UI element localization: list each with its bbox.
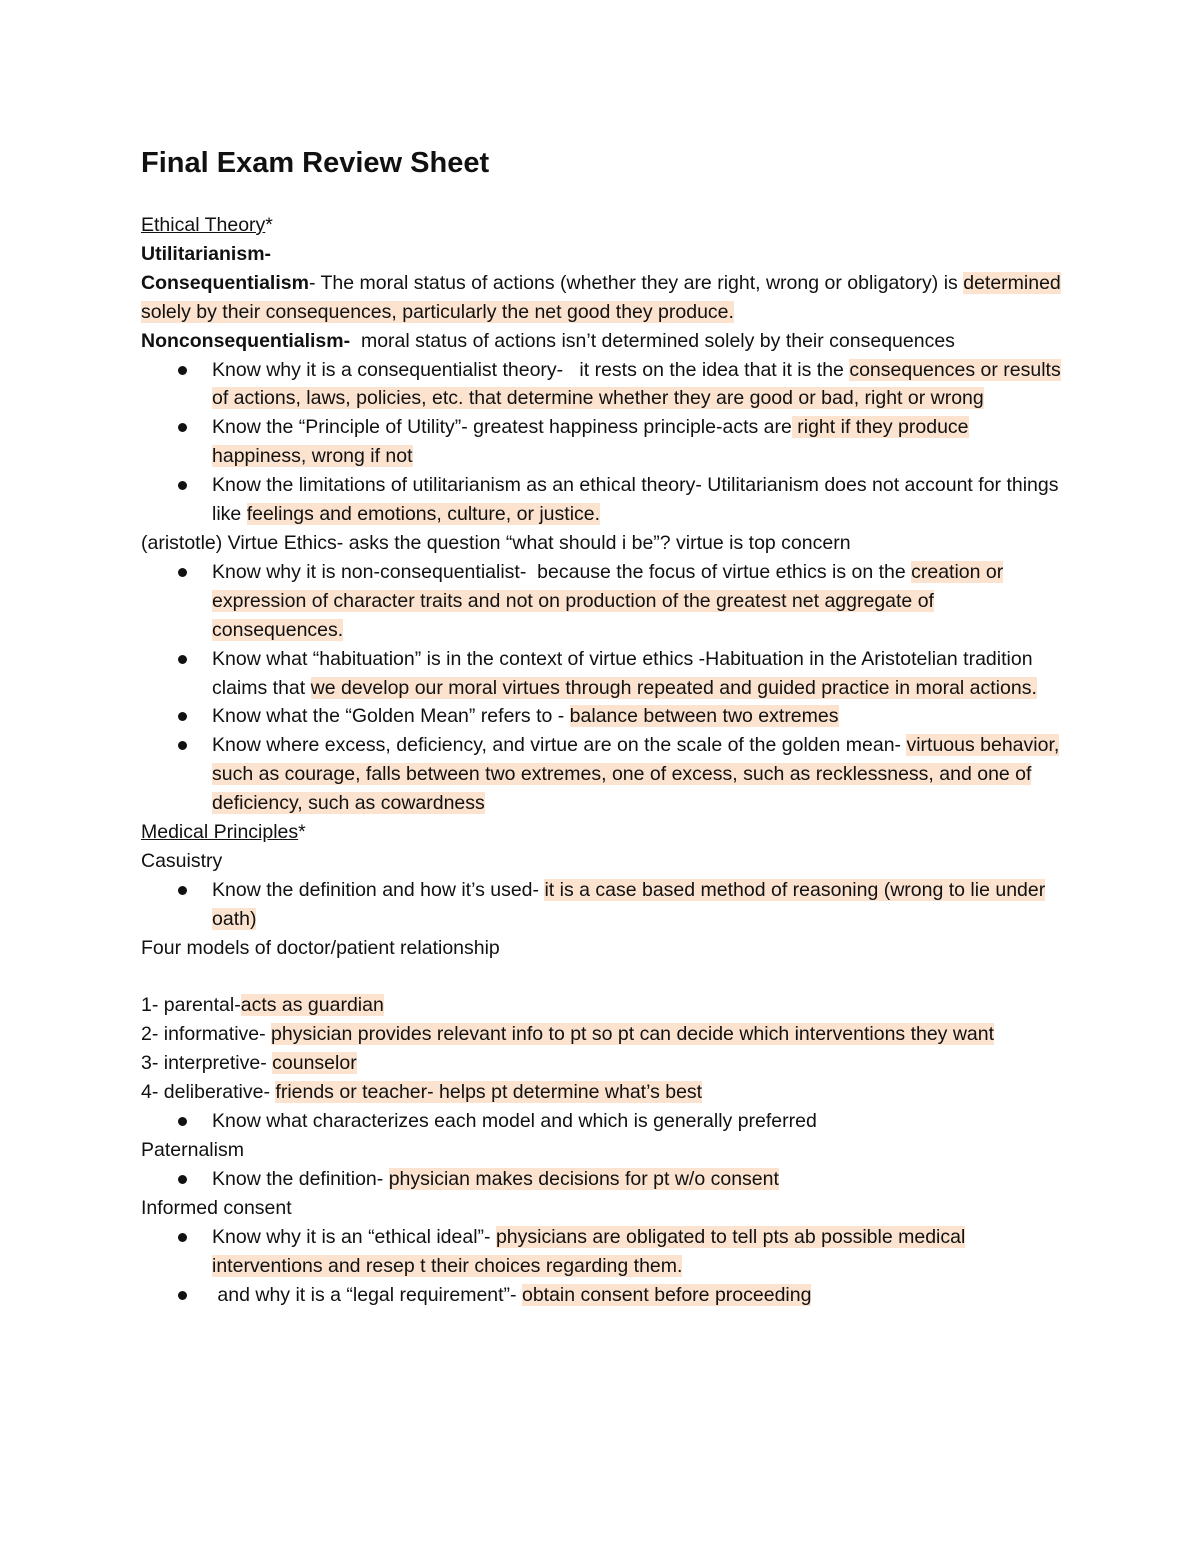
utilitarianism-label: Utilitarianism- (141, 242, 272, 265)
bullet-highlight: consequences or results of actions, laws, policies, etc. that determine whether they are good or bad, right or wrong (212, 358, 1061, 410)
bullet-highlight: we develop our moral virtues through repeated and guided practice in moral actions. (310, 676, 1037, 699)
bullet-text: Know the “Principle of Utility”- greatest happiness principle-acts are (212, 416, 792, 439)
page-title: Final Exam Review Sheet (141, 147, 490, 179)
nonconsequentialism-text: moral status of actions isn’t determined solely by their consequences (350, 329, 955, 352)
bullet-dot-icon (178, 1233, 187, 1242)
bullet-highlight: feelings and emotions, culture, or justice. (246, 503, 601, 526)
bullet-highlight: physicians are obligated to tell pts ab possible medical interventions and resep t their choices regarding them. (212, 1225, 966, 1277)
medical-principles-heading-text: Medical Principles (141, 821, 299, 844)
bullet-highlight: virtuous behavior, such as courage, falls between two extremes, one of excess, such as recklessness, and one of deficiency, such as cowardness (212, 734, 1060, 815)
bullet-text: Know what the “Golden Mean” refers to - (212, 705, 570, 728)
bullet-dot-icon (178, 568, 187, 577)
model-text: 4- deliberative- (141, 1081, 276, 1104)
casuistry-label: Casuistry (141, 849, 223, 872)
document-body (141, 142, 1066, 1309)
bullet-dot-icon (178, 712, 187, 721)
bullet-dot-icon (178, 655, 187, 664)
nonconsequentialism-label: Nonconsequentialism- (141, 329, 351, 352)
ethical-theory-heading-text: Ethical Theory (141, 214, 266, 236)
model-highlight: friends or teacher- helps pt determine what’s best (275, 1081, 703, 1104)
bullet-dot-icon (178, 1117, 187, 1126)
consequentialism-definition (141, 269, 1066, 327)
model-highlight: counselor (272, 1052, 357, 1075)
bullet-dot-icon (178, 1175, 187, 1184)
medical-principles-heading (141, 818, 1066, 847)
model-highlight: physician provides relevant info to pt so pt can decide which interventions they want (271, 1023, 995, 1046)
bullet-highlight: right if they produce happiness, wrong if not (212, 416, 969, 468)
consequentialism-highlight: determined solely by their consequences, particularly the net good they produce. (141, 271, 1061, 323)
bullet-text: and why it is a “legal requirement”- (212, 1283, 522, 1306)
model-line (141, 991, 1066, 1020)
bullet-dot-icon (178, 886, 187, 895)
bullet-item (141, 1223, 1066, 1281)
doctor-patient-models-list (141, 991, 1066, 1107)
bullet-text: Know what “habituation” is in the context of virtue ethics -Habituation in the Aristotelian tradition claims that (212, 647, 1038, 699)
nonconsequentialism-definition (141, 327, 1066, 356)
paternalism-bullet-list (141, 1165, 1066, 1194)
bullet-item (141, 413, 1066, 471)
bullet-item (141, 356, 1066, 414)
informed-consent-label: Informed consent (141, 1196, 292, 1219)
bullet-highlight: balance between two extremes (569, 705, 839, 728)
bullet-dot-icon (178, 481, 187, 490)
utilitarianism-bullet-list (141, 356, 1066, 529)
model-line (141, 1078, 1066, 1107)
medical-principles-heading-mark: * (298, 821, 306, 844)
bullet-highlight: creation or expression of character traits and not on production of the greatest net aggregate of consequences. (212, 560, 1004, 641)
bullet-highlight: physician makes decisions for pt w/o consent (388, 1167, 779, 1190)
model-text: 2- informative- (141, 1023, 272, 1046)
models-bullet-list (141, 1107, 1066, 1136)
bullet-text: Know the definition- (212, 1167, 389, 1190)
model-text: 3- interpretive- (141, 1052, 273, 1075)
bullet-item (141, 702, 1066, 731)
bullet-dot-icon (178, 1291, 187, 1300)
consequentialism-label: Consequentialism (141, 271, 309, 294)
bullet-text: Know why it is non-consequentialist- because the focus of virtue ethics is on the (212, 560, 912, 583)
bullet-text: Know why it is a consequentialist theory- it rests on the idea that it is the (212, 358, 850, 381)
bullet-text: Know where excess, deficiency, and virtue are on the scale of the golden mean- (212, 734, 907, 757)
bullet-text: Know the definition and how it’s used- (212, 878, 545, 901)
bullet-item (141, 471, 1066, 529)
consequentialism-text: - The moral status of actions (whether they are right, wrong or obligatory) is (308, 271, 964, 294)
bullet-dot-icon (178, 366, 187, 375)
virtue-ethics-intro: (aristotle) Virtue Ethics- asks the question “what should i be”? virtue is top concern (141, 531, 851, 554)
model-line (141, 1049, 1066, 1078)
bullet-item (141, 1165, 1066, 1194)
blank-line (141, 963, 1066, 992)
model-line (141, 1020, 1066, 1049)
models-heading: Four models of doctor/patient relationship (141, 936, 500, 959)
bullet-item (141, 876, 1066, 934)
bullet-item (141, 645, 1066, 703)
bullet-item (141, 1107, 1066, 1136)
ethical-theory-heading (141, 211, 1066, 240)
bullet-text: Know the limitations of utilitarianism as an ethical theory- Utilitarianism does not account for things like (212, 474, 1064, 526)
bullet-item (141, 558, 1066, 645)
model-highlight: acts as guardian (240, 994, 384, 1017)
paternalism-label: Paternalism (141, 1138, 244, 1161)
bullet-dot-icon (178, 423, 187, 432)
informed-consent-bullet-list (141, 1223, 1066, 1310)
bullet-item (141, 1281, 1066, 1310)
bullet-text: Know what characterizes each model and which is generally preferred (212, 1110, 817, 1133)
ethical-theory-heading-mark: * (265, 214, 273, 236)
bullet-highlight: obtain consent before proceeding (521, 1283, 812, 1306)
bullet-highlight: it is a case based method of reasoning (wrong to lie under oath) (212, 878, 1046, 930)
casuistry-bullet-list (141, 876, 1066, 934)
bullet-text: Know why it is an “ethical ideal”- (212, 1225, 496, 1248)
virtue-ethics-bullet-list (141, 558, 1066, 818)
bullet-dot-icon (178, 741, 187, 750)
model-text: 1- parental- (141, 994, 241, 1017)
bullet-item (141, 731, 1066, 818)
